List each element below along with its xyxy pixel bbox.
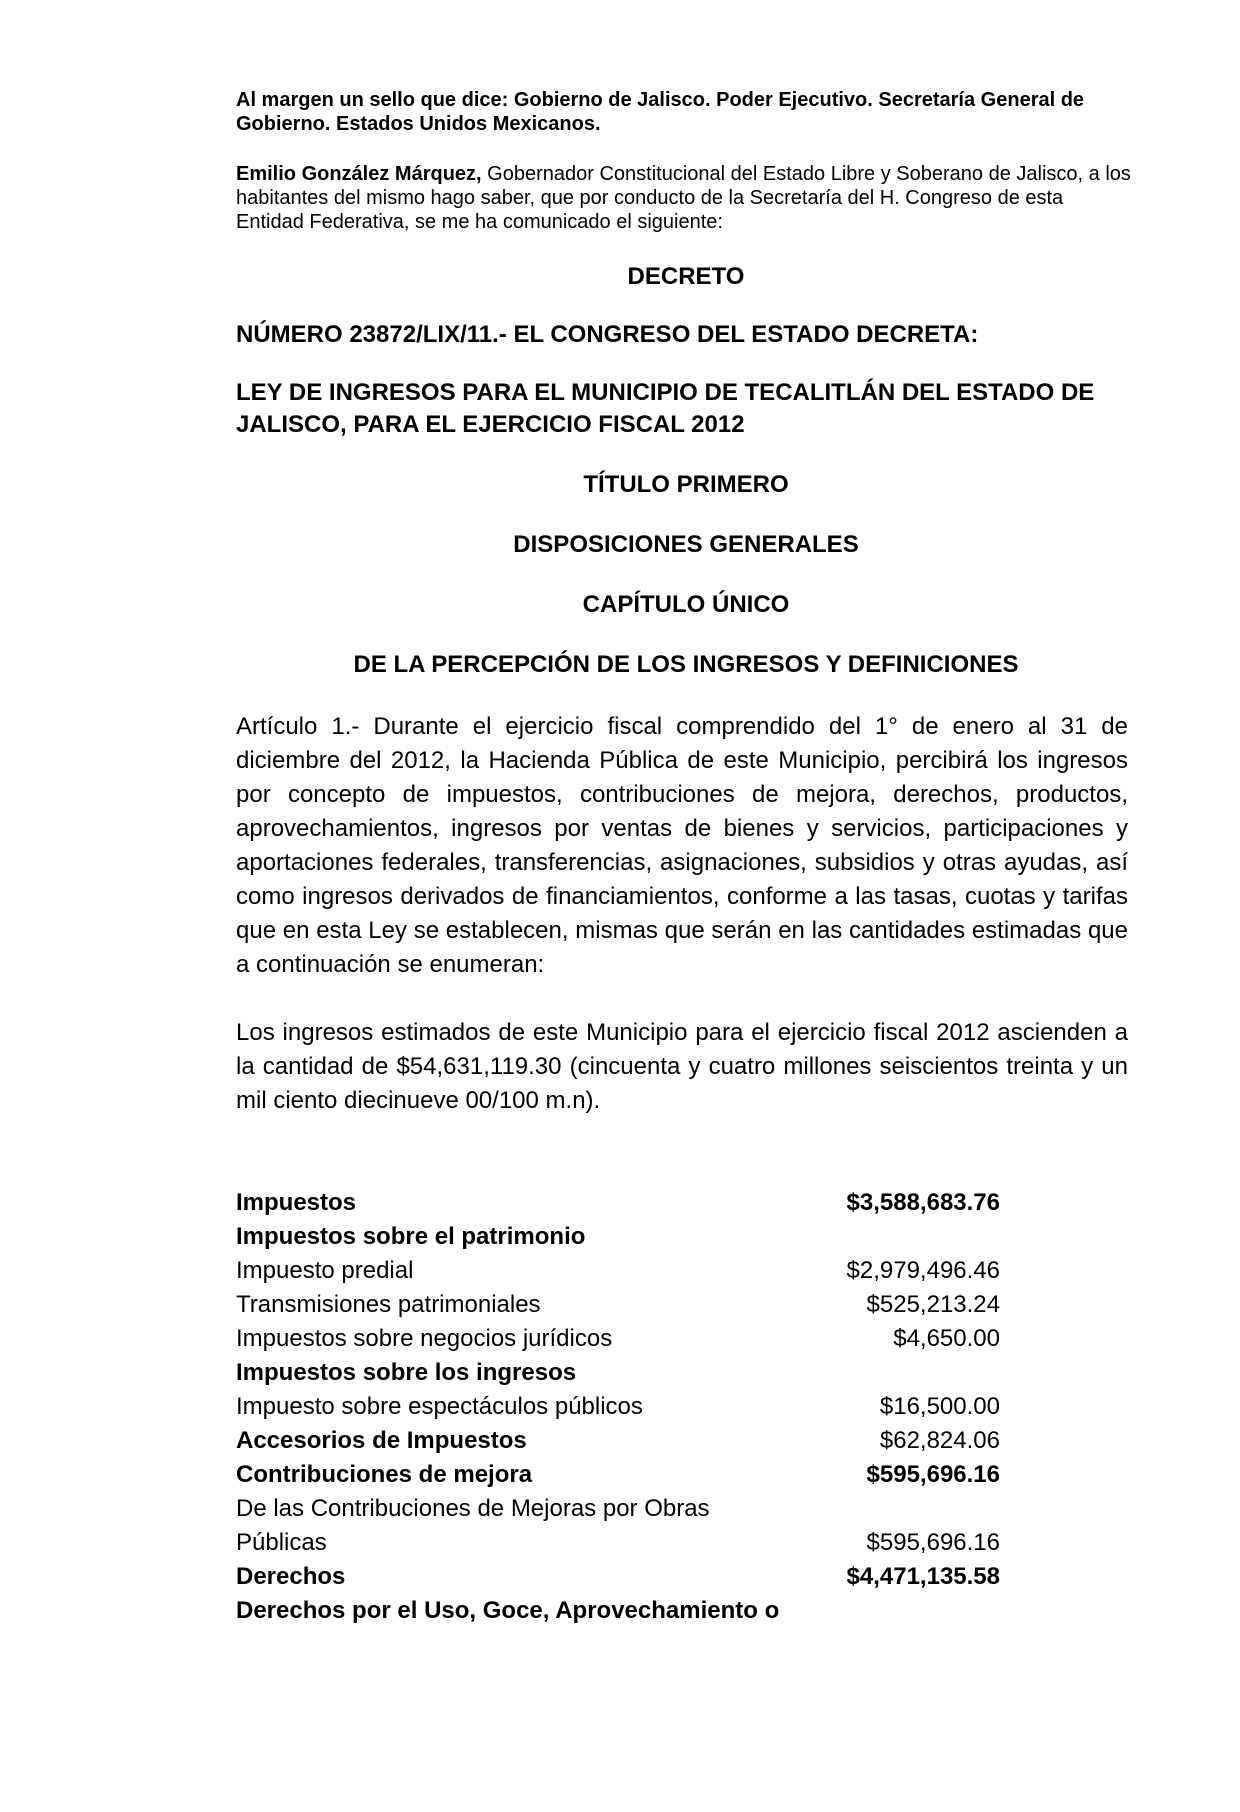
row-amount: $595,696.16: [866, 1529, 1000, 1556]
ingresos-estimados-paragraph: Los ingresos estimados de este Municipio para el ejercicio fiscal 2012 ascienden a la cantidad de $54,631,119.30 (cincuenta y cuatro millones seiscientos treinta y un mil ciento diecinueve 00/100 m.n).: [236, 1019, 1128, 1114]
decreto-heading: DECRETO: [627, 263, 745, 290]
numero-heading: NÚMERO 23872/LIX/11.- EL CONGRESO DEL ESTADO DECRETA:: [236, 321, 979, 348]
table-row: [236, 1288, 1000, 1322]
row-label: Derechos por el Uso, Goce, Aprovechamiento o: [236, 1597, 780, 1624]
row-amount: $4,650.00: [893, 1325, 1000, 1352]
row-amount: $4,471,135.58: [846, 1563, 1000, 1590]
row-label: Impuestos: [236, 1189, 357, 1216]
table-row: [236, 1526, 1000, 1560]
table-row: [236, 1390, 1000, 1424]
row-label: Impuesto sobre espectáculos públicos: [236, 1393, 643, 1420]
row-amount: $525,213.24: [866, 1291, 1000, 1318]
table-row: [236, 1424, 1000, 1458]
intro-paragraph: [236, 162, 1136, 234]
row-label: Accesorios de Impuestos: [236, 1427, 527, 1454]
row-label: Transmisiones patrimoniales: [236, 1291, 541, 1318]
seal-note: Al margen un sello que dice: Gobierno de Jalisco. Poder Ejecutivo. Secretaría General de Gobierno. Estados Unidos Mexicanos.: [236, 89, 1085, 135]
row-amount: $595,696.16: [866, 1461, 1000, 1488]
row-amount: $3,588,683.76: [846, 1189, 1000, 1216]
row-label: De las Contribuciones de Mejoras por Obras: [236, 1495, 710, 1522]
intro-text: Gobernador Constitucional del Estado Libre y Soberano de Jalisco, a los habitantes del mismo hago saber, que por conducto de la Secretaría del H. Congreso de esta Entidad Federativa, se me ha comunicado el siguiente:: [236, 163, 1131, 233]
row-label: Impuesto predial: [236, 1257, 414, 1284]
table-row: [236, 1186, 1000, 1220]
table-row: [236, 1356, 1000, 1390]
row-amount: $16,500.00: [879, 1393, 1000, 1420]
capitulo-heading: CAPÍTULO ÚNICO: [582, 591, 790, 618]
ley-title-line1: LEY DE INGRESOS PARA EL MUNICIPIO DE TECALITLÁN DEL ESTADO DE: [236, 379, 1095, 406]
row-label: Públicas: [236, 1529, 327, 1556]
disposiciones-heading: DISPOSICIONES GENERALES: [513, 531, 859, 558]
table-row: [236, 1220, 1000, 1254]
table-row: [236, 1492, 1000, 1526]
income-table: [236, 1186, 1000, 1628]
row-amount: $2,979,496.46: [846, 1257, 1000, 1284]
titulo-heading: TÍTULO PRIMERO: [583, 471, 789, 498]
row-label: Impuestos sobre el patrimonio: [236, 1223, 586, 1250]
row-label: Impuestos sobre los ingresos: [236, 1359, 577, 1386]
articulo-1-paragraph: Artículo 1.- Durante el ejercicio fiscal comprendido del 1° de enero al 31 de diciembre del 2012, la Hacienda Pública de este Municipio, percibirá los ingresos por concepto de impuestos, contribuciones de mejora, derechos, productos, aprovechamientos, ingresos por ventas de bienes y servicios, participaciones y aportaciones federales, transferencias, asignaciones, subsidios y otras ayudas, así como ingresos derivados de financiamientos, conforme a las tasas, cuotas y tarifas que en esta Ley se establecen, mismas que serán en las cantidades estimadas que a continuación se enumeran:: [236, 713, 1128, 978]
ley-title-line2: JALISCO, PARA EL EJERCICIO FISCAL 2012: [236, 411, 745, 438]
percepcion-heading: DE LA PERCEPCIÓN DE LOS INGRESOS Y DEFINICIONES: [353, 651, 1019, 678]
table-row: [236, 1254, 1000, 1288]
row-amount: $62,824.06: [879, 1427, 1000, 1454]
table-row: [236, 1322, 1000, 1356]
table-row: [236, 1560, 1000, 1594]
governor-name: Emilio González Márquez,: [236, 163, 482, 185]
row-label: Impuestos sobre negocios jurídicos: [236, 1325, 613, 1352]
table-row: [236, 1594, 1000, 1628]
table-row: [236, 1458, 1000, 1492]
row-label: Contribuciones de mejora: [236, 1461, 533, 1488]
row-label: Derechos: [236, 1563, 346, 1590]
